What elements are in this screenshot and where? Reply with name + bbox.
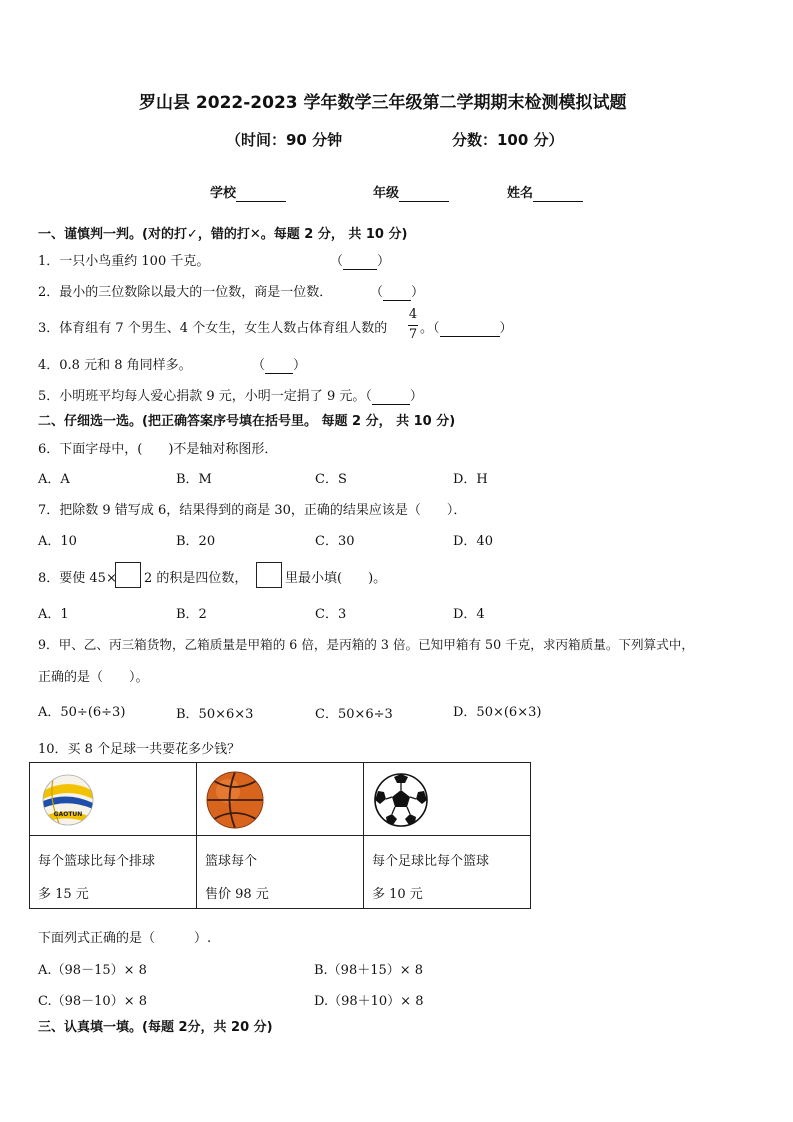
section3-heading: 三、认真填一填。(每题 2分，共 20 分): [38, 1020, 273, 1035]
q10-prompt: 下面列式正确的是（ ）.: [38, 931, 212, 946]
q10-image-row: [30, 763, 531, 836]
q7-option-a[interactable]: A．10: [38, 534, 77, 549]
cell2-line1: 篮球每个: [205, 854, 258, 869]
q4-blank[interactable]: [265, 358, 293, 374]
q8-text-part2: 2 的积是四位数，: [144, 571, 248, 586]
page-title: 罗山县 2022-2023 学年数学三年级第二学期期末检测模拟试题: [139, 93, 627, 113]
q7-option-c[interactable]: C．30: [315, 534, 355, 549]
cell1-line2: 多 15 元: [38, 887, 89, 902]
name-blank[interactable]: [533, 186, 583, 202]
q1-text: 1．一只小鸟重约 100 千克。: [38, 254, 210, 269]
q9-text-line2: 正确的是（ ）。: [38, 670, 149, 685]
soccer-ball-cell: [364, 763, 531, 836]
section1-heading: 一、谨慎判一判。(对的打✓，错的打✕。每题 2 分， 共 10 分): [38, 227, 408, 242]
q5-blank[interactable]: [372, 389, 410, 405]
section2-heading: 二、仔细选一选。(把正确答案序号填在括号里。 每题 2 分， 共 10 分): [38, 414, 456, 429]
school-field[interactable]: [210, 182, 286, 202]
q5-bracket-close: ）: [409, 389, 423, 404]
q2-text: 2．最小的三位数除以最大的一位数，商是一位数．: [38, 285, 333, 300]
exam-time: （时间：90 分钟: [226, 131, 343, 149]
q8-text-part3: 里最小填( )。: [285, 571, 387, 586]
q8-box-1[interactable]: [115, 562, 141, 588]
q6-option-b[interactable]: B．M: [176, 472, 212, 487]
q9-option-d[interactable]: D．50×(6×3): [453, 705, 542, 720]
q7-text: 7．把除数 9 错写成 6，结果得到的商是 30，正确的结果应该是（ ）．: [38, 503, 467, 518]
soccer-ball-icon: [372, 771, 430, 829]
name-field[interactable]: [507, 182, 583, 202]
q9-text-line1: 9．甲、乙、丙三箱货物，乙箱质量是甲箱的 6 倍，是丙箱的 3 倍。已知甲箱有 50 千克，求丙箱质量。下列算式中，: [38, 637, 694, 652]
q6-option-d[interactable]: D．H: [453, 472, 488, 487]
q4-bracket-open: （: [252, 358, 266, 373]
q10-option-b[interactable]: B.（98＋15）× 8: [314, 963, 424, 978]
basketball-icon: [204, 769, 266, 831]
q5-text[interactable]: [38, 385, 423, 405]
q9-option-a[interactable]: A．50÷(6÷3): [38, 705, 126, 720]
q9-option-b[interactable]: B．50×6×3: [176, 707, 254, 722]
q8-text-part1: 8．要使 45×: [38, 571, 117, 586]
q2-blank[interactable]: [383, 285, 411, 301]
q2-answer[interactable]: [370, 281, 424, 301]
q10-price-table: [29, 762, 531, 909]
q3-blank[interactable]: [440, 321, 500, 337]
q7-option-d[interactable]: D．40: [453, 534, 493, 549]
q3-bracket-close: ）: [499, 321, 513, 336]
cell1-line1: 每个篮球比每个排球: [38, 854, 156, 869]
school-blank[interactable]: [236, 186, 286, 202]
cell3-line2: 多 10 元: [372, 887, 423, 902]
q4-answer[interactable]: [252, 354, 306, 374]
q3-tail: 。（: [420, 321, 440, 336]
q8-option-a[interactable]: A．1: [38, 607, 69, 622]
q10-option-a[interactable]: A.（98－15）× 8: [38, 963, 147, 978]
q10-text: 10．买 8 个足球一共要花多少钱？: [38, 742, 241, 757]
q3-text: 3．体育组有 7 个男生、4 个女生，女生人数占体育组人数的: [38, 321, 388, 336]
q6-option-a[interactable]: A．A: [38, 472, 70, 487]
q6-option-c[interactable]: C．S: [315, 472, 347, 487]
grade-field[interactable]: [373, 182, 449, 202]
volleyball-icon: [39, 771, 97, 829]
q6-text: 6．下面字母中，( )不是轴对称图形．: [38, 442, 278, 457]
q4-text: 4．0.8 元和 8 角同样多。: [38, 358, 192, 373]
volleyball-cell: [30, 763, 197, 836]
q3-fraction-bar: [408, 325, 418, 326]
q10-option-d[interactable]: D.（98＋10）× 8: [314, 994, 424, 1009]
q1-bracket-close: ）: [377, 254, 391, 269]
basketball-price-cell: [197, 836, 364, 909]
q8-option-c[interactable]: C．3: [315, 607, 347, 622]
q1-answer[interactable]: [330, 250, 390, 270]
q8-option-b[interactable]: B．2: [176, 607, 207, 622]
name-label: 姓名: [507, 186, 534, 201]
q10-text-row: [30, 836, 531, 909]
basketball-vs-volleyball-cell: [30, 836, 197, 909]
school-label: 学校: [210, 186, 237, 201]
q1-bracket-open: （: [330, 254, 344, 269]
q3-fraction-numerator: 4: [408, 307, 418, 322]
q7-option-b[interactable]: B．20: [176, 534, 216, 549]
soccer-vs-basketball-cell: [364, 836, 531, 909]
q4-bracket-close: ）: [293, 358, 307, 373]
q2-bracket-open: （: [370, 285, 384, 300]
q2-bracket-close: ）: [411, 285, 425, 300]
q10-option-c[interactable]: C.（98－10）× 8: [38, 994, 147, 1009]
q3-fraction-denominator: 7: [408, 327, 418, 342]
volleyball-brand: GAOTUN: [53, 811, 83, 818]
q3-answer[interactable]: [420, 317, 513, 337]
q8-option-d[interactable]: D．4: [453, 607, 485, 622]
basketball-cell: [197, 763, 364, 836]
q5-question: 5．小明班平均每人爱心捐款 9 元，小明一定捐了 9 元。（: [38, 389, 372, 404]
cell3-line1: 每个足球比每个篮球: [372, 854, 490, 869]
cell2-line2: 售价 98 元: [205, 887, 269, 902]
q8-box-2[interactable]: [256, 562, 282, 588]
q1-blank[interactable]: [343, 254, 377, 270]
grade-label: 年级: [373, 186, 400, 201]
grade-blank[interactable]: [399, 186, 449, 202]
q9-option-c[interactable]: C．50×6÷3: [315, 707, 393, 722]
exam-score: 分数：100 分）: [452, 131, 564, 149]
